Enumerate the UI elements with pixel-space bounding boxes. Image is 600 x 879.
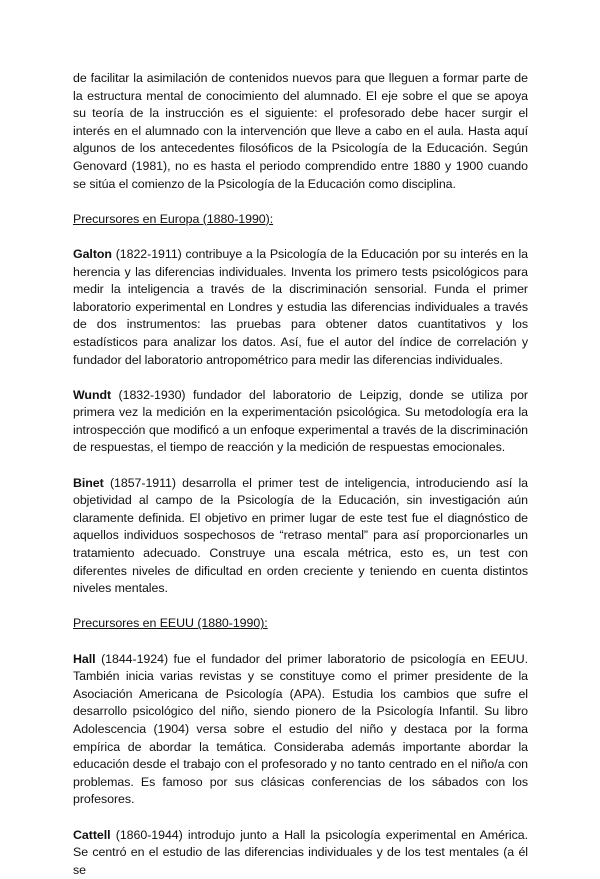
wundt-paragraph [73, 387, 528, 457]
galton-paragraph [73, 246, 528, 369]
galton-text: (1822-1911) contribuye a la Psicología de la Educación por su interés en la herencia y las diferencias individuales. Inventa los primero tests psicológicos para medir la inteligencia a través de la discriminación sensorial. Funda el primer laboratorio experimental en Londres y estudia las diferencias individuales a través de dos instrumentos: las pruebas para obtener datos cuantitativos y los estadísticos para analizar los datos. Así, fue el autor del índice de correlación y fundador del laboratorio antropométrico para medir las diferencias individuales. [73, 246, 528, 367]
hall-name: Hall [73, 651, 96, 666]
cattell-name: Cattell [73, 827, 111, 842]
binet-name: Binet [73, 475, 104, 490]
hall-text: (1844-1924) fue el fundador del primer laboratorio de psicología en EEUU. También inicia varias revistas y se constituye como el primer presidente de la Asociación Americana de Psicología (APA). Estudia los cambios que sufre el desarrollo psicológico del niño, siendo pionero de la Psicología Infantil. Su libro Adolescencia (1904) versa sobre el estudio del niño y destaca por la forma empírica de abordar la temática. Consideraba además importante abordar la educación desde el trabajo con el profesorado y no tanto centrado en el niño/a con problemas. Es famoso por sus clásicas conferencias de los sábados con los profesores. [73, 651, 528, 807]
wundt-name: Wundt [73, 387, 112, 402]
europe-section-heading: Precursores en Europa (1880-1990): [73, 211, 274, 226]
hall-paragraph [73, 651, 528, 809]
binet-text: (1857-1911) desarrolla el primer test de inteligencia, introduciendo así la objetividad al campo de la Psicología de la Educación, sin investigación aún claramente definida. El objetivo en primer lugar de este test fue el diagnóstico de aquellos individuos sospechosos de “retraso mental” para así proporcionarles un tratamiento adecuado. Construye una escala métrica, esto es, un test con diferentes niveles de dificultad en orden creciente y teniendo en cuenta distintos niveles mentales. [73, 475, 528, 596]
cattell-paragraph [73, 827, 528, 879]
intro-paragraph: de facilitar la asimilación de contenidos nuevos para que lleguen a formar parte de la estructura mental de conocimiento del alumnado. El eje sobre el que se apoya su teoría de la instrucción es el siguiente: el profesorado debe hacer surgir el interés en el alumnado con la intervención que lleve a cabo en el aula. Hasta aquí algunos de los antecedentes filosóficos de la Psicología de la Educación. Según Genovard (1981), no es hasta el periodo comprendido entre 1880 y 1900 cuando se sitúa el comienzo de la Psicología de la Educación como disciplina. [73, 71, 528, 191]
galton-name: Galton [73, 246, 112, 261]
cattell-text: (1860-1944) introdujo junto a Hall la psicología experimental en América. Se centró en el estudio de las diferencias individuales y de los test mentales (a él se [73, 827, 528, 877]
usa-section-heading: Precursores en EEUU (1880-1990): [73, 616, 268, 631]
wundt-text: (1832-1930) fundador del laboratorio de Leipzig, donde se utiliza por primera vez la medición en la experimentación psicológica. Su metodología era la introspección que modificó a un enfoque experimental a través de la discriminación de respuestas, el tiempo de reacción y la medición de respuestas emocionales. [73, 387, 528, 455]
binet-paragraph [73, 475, 528, 598]
